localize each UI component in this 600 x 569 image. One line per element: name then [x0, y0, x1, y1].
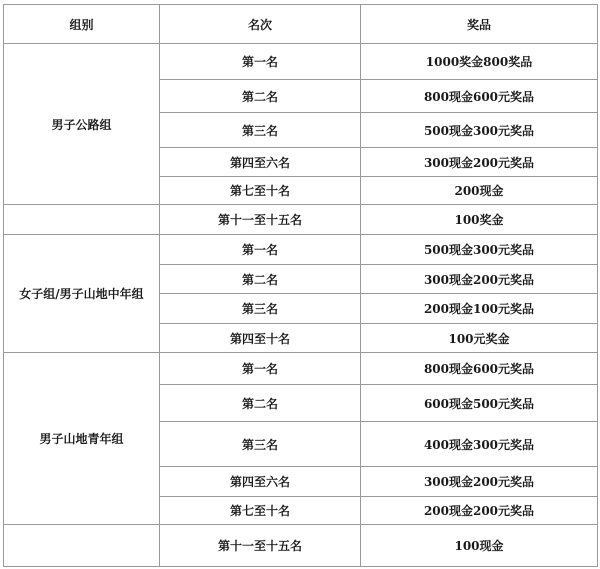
rank-cell: 第三名: [160, 422, 361, 467]
prize-cell: 800现金600元奖品: [361, 353, 598, 385]
rank-cell: 第二名: [160, 385, 361, 422]
rank-cell: 第四至六名: [160, 148, 361, 177]
prize-cell: 200现金100元奖品: [361, 294, 598, 324]
prize-cell: 800现金600元奖品: [361, 80, 598, 113]
prize-cell: 100现金: [361, 525, 598, 567]
rank-cell: 第二名: [160, 265, 361, 294]
rank-cell: 第一名: [160, 235, 361, 265]
table-row: [4, 44, 598, 80]
header-rank: 名次: [160, 5, 361, 44]
prize-cell: 300现金200元奖品: [361, 467, 598, 497]
rank-cell: 第三名: [160, 294, 361, 324]
group-cell: 男子山地青年组: [4, 353, 160, 525]
prize-cell: 200现金200元奖品: [361, 497, 598, 525]
prize-cell: 200现金: [361, 177, 598, 205]
prize-cell: 100元奖金: [361, 324, 598, 353]
table-row: [4, 353, 598, 385]
empty-group-cell: [4, 525, 160, 567]
table-row: [4, 525, 598, 567]
prize-table: [3, 4, 598, 567]
rank-cell: 第四至十名: [160, 324, 361, 353]
prize-cell: 500现金300元奖品: [361, 235, 598, 265]
rank-cell: 第十一至十五名: [160, 205, 361, 235]
rank-cell: 第一名: [160, 44, 361, 80]
prize-cell: 500现金300元奖品: [361, 113, 598, 148]
prize-cell: 300现金200元奖品: [361, 265, 598, 294]
header-prize: 奖品: [361, 5, 598, 44]
group-cell: 男子公路组: [4, 44, 160, 205]
group-cell: 女子组/男子山地中年组: [4, 235, 160, 353]
rank-cell: 第十一至十五名: [160, 525, 361, 567]
rank-cell: 第四至六名: [160, 467, 361, 497]
prize-cell: 400现金300元奖品: [361, 422, 598, 467]
prize-cell: 100奖金: [361, 205, 598, 235]
prize-cell: 1000奖金800奖品: [361, 44, 598, 80]
header-row: [4, 5, 598, 44]
prize-cell: 300现金200元奖品: [361, 148, 598, 177]
empty-group-cell: [4, 205, 160, 235]
rank-cell: 第三名: [160, 113, 361, 148]
rank-cell: 第七至十名: [160, 497, 361, 525]
header-group: 组别: [4, 5, 160, 44]
prize-cell: 600现金500元奖品: [361, 385, 598, 422]
table-row: [4, 235, 598, 265]
rank-cell: 第七至十名: [160, 177, 361, 205]
rank-cell: 第二名: [160, 80, 361, 113]
table-row: [4, 205, 598, 235]
rank-cell: 第一名: [160, 353, 361, 385]
